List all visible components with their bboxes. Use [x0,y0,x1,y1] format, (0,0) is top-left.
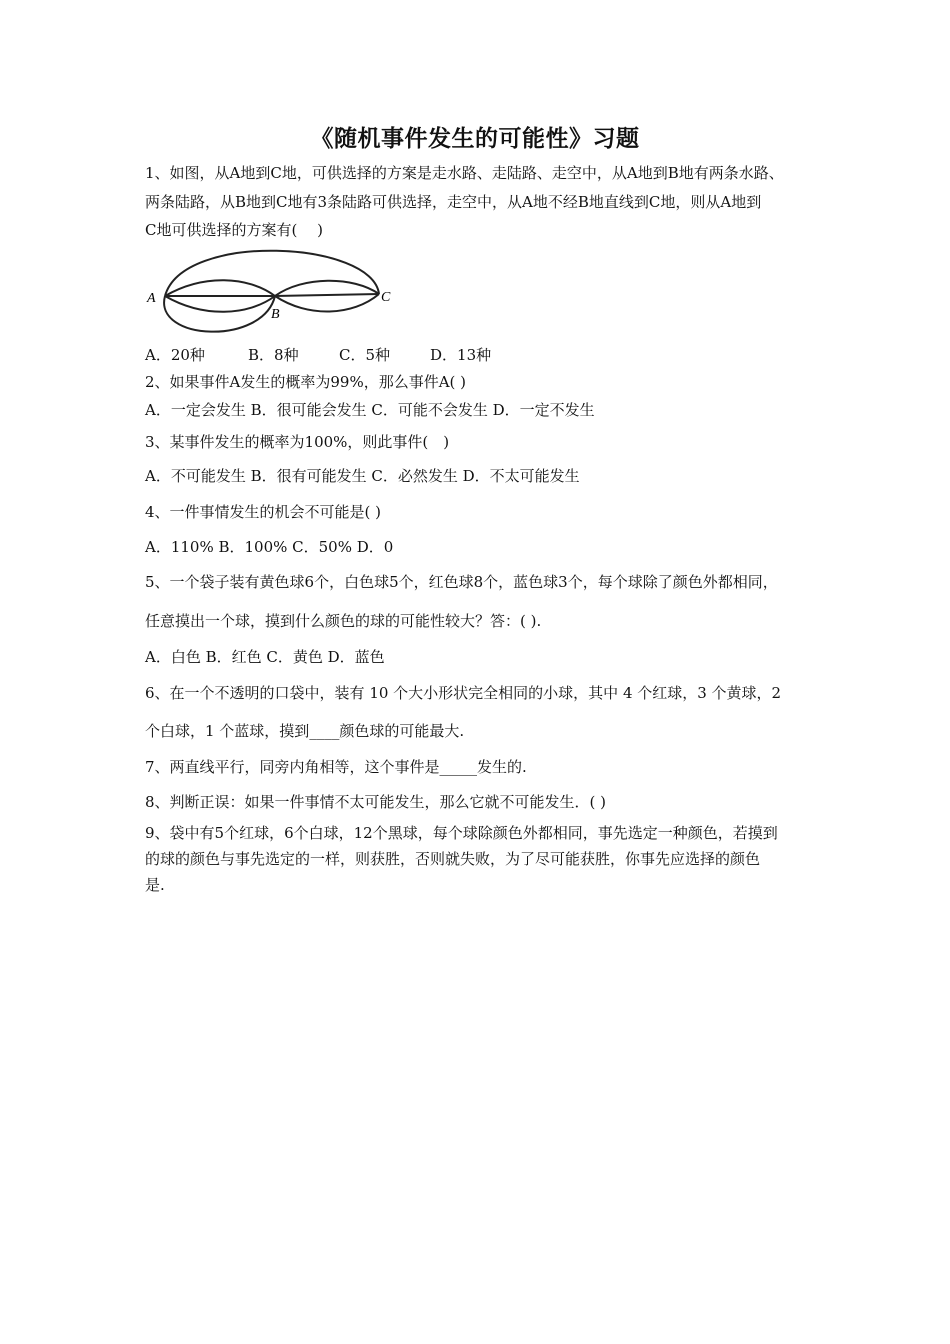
route-diagram [143,246,403,336]
q1-option-a: A．20种 [145,346,205,364]
point-b-label: B [271,307,280,322]
q3-question: 3、某事件发生的概率为100%，则此事件( ) [145,433,450,451]
q5-options: A．白色 B．红色 C．黄色 D．蓝色 [145,648,385,666]
q9-line-3: 是. [145,876,165,894]
q7-question: 7、两直线平行，同旁内角相等，这个事件是_____发生的. [145,758,527,776]
air-route-arc [165,251,379,296]
bc-route-middle [275,294,379,296]
q4-question: 4、一件事情发生的机会不可能是( ) [145,503,382,521]
q1-line-3: C地可供选择的方案有( ) [145,221,323,239]
water-route-lower [165,296,275,312]
page-title: 《随机事件发生的可能性》习题 [310,126,640,152]
q1-option-b: B．8种 [248,346,299,364]
q9-line-2: 的球的颜色与事先选定的一样，则获胜，否则就失败，为了尽可能获胜，你事先应选择的颜色 [145,850,761,868]
q1-option-d: D．13种 [430,346,492,364]
q2-options: A．一定会发生 B．很可能会发生 C．可能不会发生 D．一定不发生 [145,401,595,419]
point-a-label: A [147,291,156,306]
q1-option-c: C．5种 [339,346,391,364]
q4-options: A．110% B．100% C．50% D．0 [145,538,394,556]
q8-question: 8、判断正误：如果一件事情不太可能发生，那么它就不可能发生．( ) [145,793,607,811]
q1-line-1: 1、如图，从A地到C地，可供选择的方案是走水路、走陆路、走空中，从A地到B地有两条水路、 [145,164,784,182]
q3-options: A．不可能发生 B．很有可能发生 C．必然发生 D．不太可能发生 [145,467,580,485]
q6-line-2: 个白球，1 个蓝球，摸到____颜色球的可能最大. [145,722,465,740]
q5-line-1: 5、一个袋子装有黄色球6个，白色球5个，红色球8个，蓝色球3个，每个球除了颜色外都相同， [145,573,778,591]
q1-line-2: 两条陆路，从B地到C地有3条陆路可供选择，走空中，从A地不经B地直线到C地，则从A地到 [145,193,762,211]
point-c-label: C [381,290,391,305]
q5-line-2: 任意摸出一个球，摸到什么颜色的球的可能性较大？答：( ). [145,612,542,630]
q2-question: 2、如果事件A发生的概率为99%，那么事件A( ) [145,373,467,391]
q9-line-1: 9、袋中有5个红球，6个白球，12个黑球，每个球除颜色外都相同，事先选定一种颜色，若摸到 [145,824,778,842]
water-route-upper [165,280,275,296]
land-route-outer [164,296,275,332]
q6-line-1: 6、在一个不透明的口袋中，装有 10 个大小形状完全相同的小球，其中 4 个红球，3 个黄球，2 [145,684,782,702]
